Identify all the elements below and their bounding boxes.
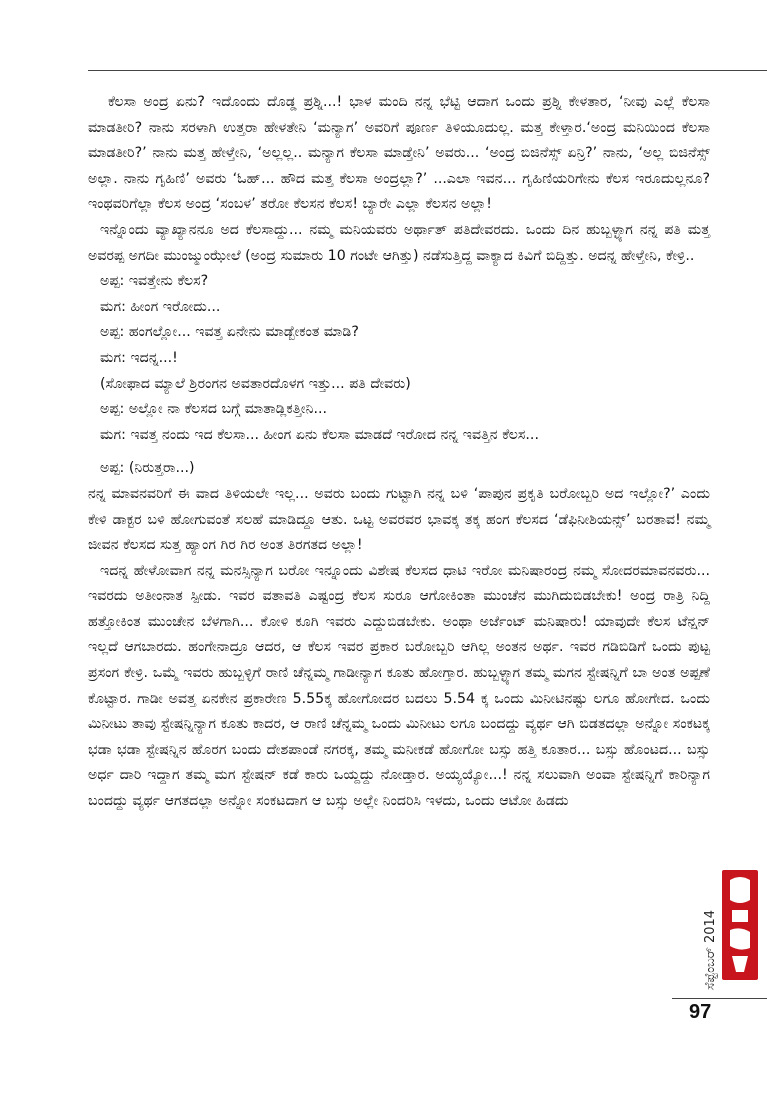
magazine-logo xyxy=(722,870,758,980)
paragraph-4: ಇದನ್ನ ಹೇಳೋವಾಗ ನನ್ನ ಮನಸ್ಸಿನ್ಯಾಗ ಬರೋ ಇನ್ನೂಂದು ವಿಶೇಷ ಕೆಲಸದ ಧಾಟಿ ಇರೋ ಮನಿಷಾರಂದ್ರ ನಮ್ಮ ಸೋದರಮಾವನವರು... ಇವರದು ಅತೀಂನಾತ ಸ್ಪೀಡು. ಇವರ ವತಾವತಿ ಎಷ್ಟಂದ್ರ ಕೆಲಸ ಸುರೂ ಆಗೋಕಿಂತಾ ಮುಂಚೆನ ಮುಗಿದುಬಿಡಬೇಕು! ಅಂದ್ರ ರಾತ್ರಿ ನಿದ್ದಿ ಹತ್ತೋಕಿಂತ ಮುಂಚೇನ ಬೆಳಗಾಗಿ... ಕೋಳಿ ಕೂಗಿ ಇವರು ಎದ್ದುಬಿಡಬೇಕು. ಅಂಥಾ ಅರ್ಜೆಂಟ್ ಮನಿಷಾರು! ಯಾವುದೇ ಕೆಲಸ ಟೆನ್ಷನ್ ಇಲ್ಲದೆ ಆಗಬಾರದು. ಹಂಗೇನಾದ್ರೂ ಆದರ, ಆ ಕೆಲಸ ಇವರ ಪ್ರಕಾರ ಬರೋಬ್ಬರಿ ಆಗಿಲ್ಲ ಅಂತನ ಅರ್ಥ. ಇವರ ಗಡಿಬಿಡಿಗೆ ಒಂದು ಪುಟ್ಟ ಪ್ರಸಂಗ ಕೇಳ್ರಿ. ಒಮ್ಮೆ ಇವರು ಹುಬ್ಬಳ್ಳಿಗೆ ರಾಣಿ ಚೆನ್ನಮ್ಮ ಗಾಡೀನ್ಯಾಗ ಕೂತು ಹೋಗ್ತಾರ. ಹುಬ್ಬಳ್ಳ್ಯಾಗ ತಮ್ಮ ಮಗನ ಸ್ಟೇಷನ್ನಿಗೆ ಬಾ ಅಂತ ಅಪ್ಪಣೆ ಕೊಟ್ಟಾರ. ಗಾಡೀ ಅವತ್ತ ಏನಕೇನ ಪ್ರಕಾರೇಣ 5.55ಕ್ಕ ಹೋಗೋದರ ಬದಲು 5.54 ಕ್ಕ ಒಂದು ಮಿನೀಟಿನಷ್ಟು ಲಗೂ ಹೋಗೇದ. ಒಂದು ಮಿನೀಟು ತಾವು ಸ್ಟೇಷನ್ನಿನ್ಯಾಗ ಕೂತು ಕಾದರ, ಆ ರಾಣಿ ಚೆನ್ನಮ್ಮ ಒಂದು ಮಿನೀಟು ಲಗೂ ಬಂದದ್ದು ವ್ಯರ್ಥ ಆಗಿ ಬಿಡತದಲ್ಲಾ ಅನ್ನೋ ಸಂಕಟಕ್ಕ ಭಡಾ ಭಡಾ ಸ್ಟೇಷನ್ನಿನ ಹೊರಗ ಬಂದು ದೇಶಪಾಂಡೆ ನಗರಕ್ಕ, ತಮ್ಮ ಮನೀಕಡೆ ಹೋಗೋ ಬಸ್ಸು ಹತ್ತಿ ಕೂತಾರ... ಬಸ್ಸು ಹೊಂಟದ... ಬಸ್ಸು ಅರ್ಧ ದಾರಿ ಇದ್ದಾಗ ತಮ್ಮ ಮಗ ಸ್ಟೇಷನ್ ಕಡೆ ಕಾರು ಒಯ್ದದ್ದು ನೋಡ್ತಾರ. ಅಯ್ಯಯ್ಯೋ...! ನನ್ನ ಸಲುವಾಗಿ ಅಂವಾ ಸ್ಟೇಷನ್ನಿಗೆ ಕಾರಿನ್ಯಾಗ ಬಂದದ್ದು ವ್ಯರ್ಥ ಆಗತದಲ್ಲಾ ಅನ್ನೋ ಸಂಕಟದಾಗ ಆ ಬಸ್ಸು ಅಲ್ಲೇ ನಿಂದರಿಸಿ ಇಳದು, ಒಂದು ಆಟೋ ಹಿಡದು xyxy=(88,562,710,810)
paragraph-3: ನನ್ನ ಮಾವನವರಿಗೆ ಈ ವಾದ ತಿಳಿಯಲೇ ಇಲ್ಲ... ಅವರು ಬಂದು ಗುಟ್ಟಾಗಿ ನನ್ನ ಬಳಿ ‘ಪಾಪುನ ಪ್ರಕೃತಿ ಬರೋಬ್ಬರಿ ಅದ ಇಲ್ಲೋ?’ ಎಂದು ಕೇಳಿ ಡಾಕ್ಟರ ಬಳಿ ಹೋಗುವಂತೆ ಸಲಹೆ ಮಾಡಿದ್ದೂ ಆತು. ಒಟ್ಟ ಅವರವರ ಭಾವಕ್ಕ ತಕ್ಕ ಹಂಗ ಕೆಲಸದ ‘ಡೆಫಿನೀಶಿಯನ್ಸ್’ ಬರತಾವ! ನಮ್ಮ ಜೀವನ ಕೆಲಸದ ಸುತ್ತ ಹ್ಯಾಂಗ ಗಿರ ಗಿರ ಅಂತ ತಿರಗತದ ಅಲ್ಲಾ! xyxy=(88,485,710,554)
page-number: 97 xyxy=(689,1001,712,1023)
dialogue-line: ಅಪ್ಪ: ಹಂಗಲ್ಲೋ... ಇವತ್ತ ಏನೇನು ಮಾಡ್ಬೇಕಂತ ಮಾಡಿ? xyxy=(100,324,359,341)
article-body xyxy=(88,90,710,815)
dialogue-line: ಅಪ್ಪ: ಅಲ್ಲೋ ನಾ ಕೆಲಸದ ಬಗ್ಗೆ ಮಾತಾಡ್ಲಿಕತ್ತೀನಿ... xyxy=(100,401,328,418)
dialogue-line: ಅಪ್ಪ: (ನಿರುತ್ತರಾ...) xyxy=(100,460,195,477)
dialogue xyxy=(88,269,710,482)
magazine-logo-wrapper xyxy=(720,870,760,990)
dialogue-line: ಮಗ: ಹೀಂಗ ಇರೋದು... xyxy=(100,298,221,315)
top-rule xyxy=(88,70,767,71)
paragraph-1: ಕೆಲಸಾ ಅಂದ್ರ ಏನು? ಇದೊಂದು ದೊಡ್ಡ ಪ್ರಶ್ನಿ...! ಭಾಳ ಮಂದಿ ನನ್ನ ಭೆಟ್ಟಿ ಆದಾಗ ಒಂದು ಪ್ರಶ್ನಿ ಕೇಳತಾರ, ‘ನೀವು ಎಲ್ಲೆ ಕೆಲಸಾ ಮಾಡತೀರಿ? ನಾನು ಸರಳಾಗಿ ಉತ್ತರಾ ಹೇಳತೇನಿ ‘ಮನ್ಯಾಗ’ ಅವರಿಗೆ ಪೂರ್ಣ ತಿಳಿಯೂದುಲ್ಲ. ಮತ್ತ ಕೇಳ್ತಾರ.‘ಅಂದ್ರ ಮನಿಯಿಂದ ಕೆಲಸಾ ಮಾಡತೀರಿ?’ ನಾನು ಮತ್ತ ಹೇಳ್ತೇನಿ, ‘ಅಲ್ಲಲ್ಲ.. ಮನ್ಯಾಗ ಕೆಲಸಾ ಮಾಡ್ತೇನಿ’ ಅವರು... ‘ಅಂದ್ರ ಬಿಜಿನೆಸ್ಸ್ ಏನ್ರಿ?’ ನಾನು, ‘ಅಲ್ಲ ಬಿಜಿನೆಸ್ಸ್ ಅಲ್ಲಾ. ನಾನು ಗೃಹಿಣಿ’ ಅವರು ‘ಓಹ್... ಹೌದ ಮತ್ತ ಕೆಲಸಾ ಅಂದ್ರಲ್ಲಾ?’ ...ಎಲಾ ಇವನ... ಗೃಹಿಣಿಯರಿಗೇನು ಕೆಲಸ ಇರೂದುಲ್ಲನೂ? ಇಂಥವರಿಗೆಲ್ಲಾ ಕೆಲಸ ಅಂದ್ರ ‘ಸಂಬಳ’ ತರೋ ಕೆಲಸನ ಕೆಲಸ! ಬ್ಯಾರೇ ಎಲ್ಲಾ ಕೆಲಸನ ಅಲ್ಲಾ! xyxy=(88,94,710,213)
spacer xyxy=(100,448,710,456)
dialogue-line: ಮಗ: ಇದನ್ನ...! xyxy=(100,349,178,366)
dialogue-line: ಅಪ್ಪ: ಇವತ್ತೇನು ಕೆಲಸ? xyxy=(100,273,209,290)
logo-glyph-icon xyxy=(722,870,758,980)
footer-rule xyxy=(672,998,767,999)
dialogue-line: ಮಗ: ಇವತ್ತ ನಂದು ಇದ ಕೆಲಸಾ... ಹೀಂಗ ಏನು ಕೆಲಸಾ ಮಾಡದೆ ಇರೋದ ನನ್ನ ಇವತ್ತಿನ ಕೆಲಸ... xyxy=(100,426,539,443)
dialogue-line: (ಸೋಫಾದ ಮ್ಯಾಲೆ ಶ್ರಿರಂಗನ ಅವತಾರದೊಳಗ ಇತ್ತು... ಪತಿ ದೇವರು) xyxy=(100,375,411,392)
paragraph-2: ಇನ್ನೊಂದು ವ್ಯಾಖ್ಯಾನನೂ ಅದ ಕೆಲಸಾದ್ದು... ನಮ್ಮ ಮನಿಯವರು ಅರ್ಥಾತ್ ಪತಿದೇವರದು. ಒಂದು ದಿನ ಹುಬ್ಬಳ್ಳ್ಯಾಗ ನನ್ನ ಪತಿ ಮತ್ತ ಅವರಪ್ಪ ಅಗದೀ ಮುಂಜ್ಮುಂಝೇಲೆ (ಅಂದ್ರ ಸುಮಾರು 10 ಗಂಟೇ ಆಗಿತ್ತು) ನಡೆಸುತ್ತಿದ್ದ ವಾಕ್ಯಾದ ಕಿವಿಗೆ ಬಿದ್ದಿತ್ತು. ಅದನ್ನ ಹೇಳ್ತೇನಿ, ಕೇಳ್ರಿ.. xyxy=(88,221,710,264)
issue-date: ಸೆಪ್ಟೆಂಬರ್ 2014 xyxy=(703,909,718,990)
